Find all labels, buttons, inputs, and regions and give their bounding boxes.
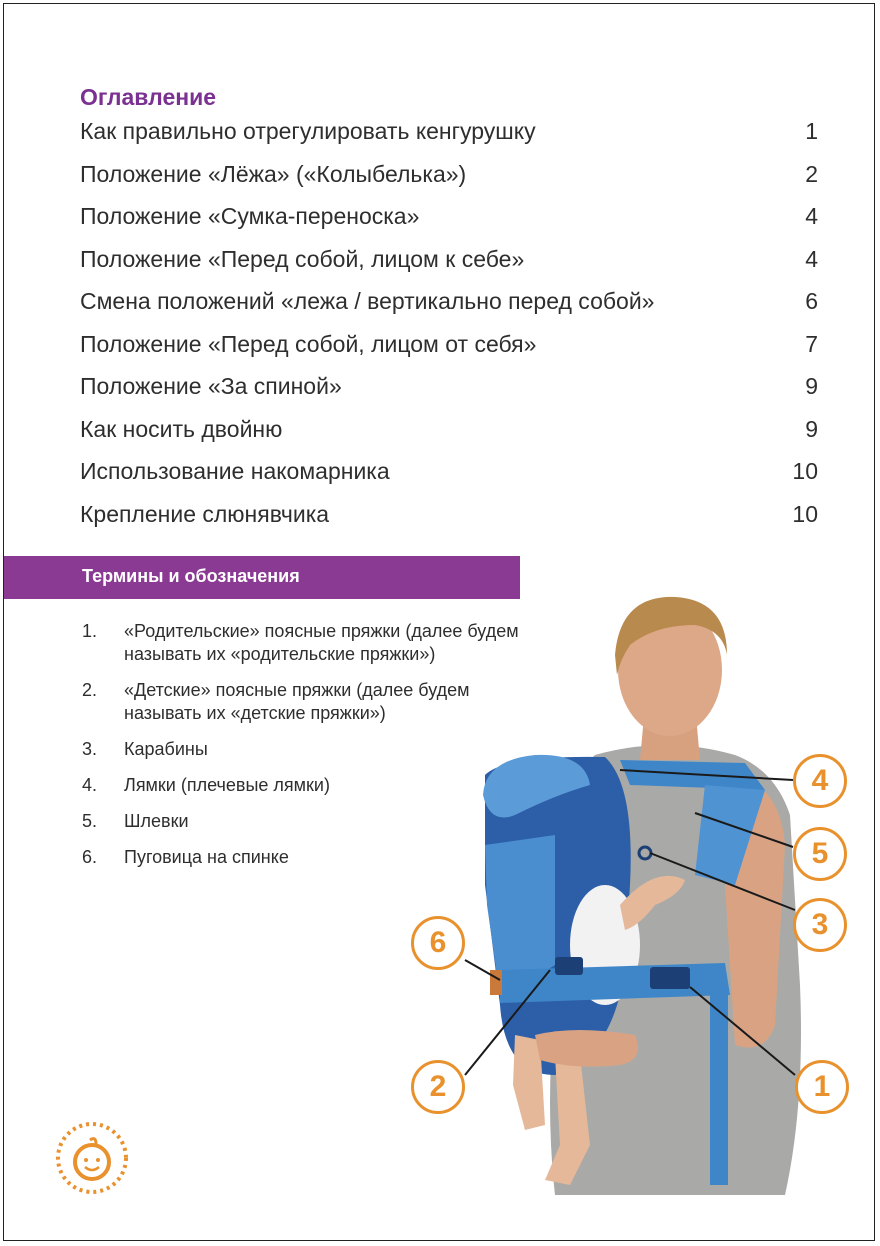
toc-page: 4 [805, 203, 818, 229]
toc-label: Положение «Лёжа» («Колыбелька») [80, 160, 467, 187]
toc-row[interactable] [80, 501, 818, 544]
term-number: 3. [82, 739, 98, 759]
toc-row[interactable] [80, 288, 818, 331]
toc-row[interactable] [80, 416, 818, 459]
toc-label: Как правильно отрегулировать кенгурушку [80, 118, 536, 144]
term-text: Шлевки [124, 811, 189, 831]
callout-5: 5 [793, 827, 847, 881]
toc-row[interactable] [80, 161, 818, 204]
toc-page: 10 [792, 458, 818, 484]
toc-label: Положение «Сумка-переноска» [80, 203, 420, 229]
toc-label: Положение «За спиной» [80, 373, 342, 399]
toc-title: Оглавление [80, 84, 217, 110]
toc-label: Использование накомарника [80, 458, 390, 484]
mother-hand [535, 1030, 638, 1067]
brand-logo-icon [52, 1118, 132, 1198]
term-text: Пуговица на спинке [124, 847, 289, 867]
term-text: «Детские» поясные пряжки (далее будем называть их «детские пряжки») [124, 680, 470, 723]
belt-tail [710, 985, 728, 1185]
toc-row[interactable] [80, 203, 818, 246]
toc-label: Положение «Перед собой, лицом к себе» [80, 245, 525, 272]
back-button [490, 970, 502, 995]
toc-page: 9 [805, 373, 818, 399]
toc-page: 1 [805, 118, 818, 144]
toc-page: 2 [805, 160, 818, 187]
toc-row[interactable] [80, 331, 818, 374]
buckle-parent [650, 967, 690, 989]
toc-row[interactable] [80, 118, 818, 161]
toc-label: Смена положений «лежа / вертикально перед собой» [80, 288, 655, 314]
callout-2: 2 [411, 1060, 465, 1114]
term-text: Карабины [124, 739, 208, 759]
term-number: 4. [82, 775, 98, 795]
toc-label: Положение «Перед собой, лицом от себя» [80, 330, 537, 357]
callout-4: 4 [793, 754, 847, 808]
callout-3: 3 [793, 898, 847, 952]
toc-row[interactable] [80, 373, 818, 416]
buckle-child [555, 957, 583, 975]
terms-title: Термины и обозначения [82, 566, 300, 586]
term-text: «Родительские» поясные пряжки (далее будем называть их «родительские пряжки») [124, 621, 519, 664]
term-text: Лямки (плечевые лямки) [124, 775, 330, 795]
toc-list [80, 118, 818, 543]
toc-label: Как носить двойню [80, 415, 283, 442]
callout-1: 1 [795, 1060, 849, 1114]
toc-row[interactable] [80, 246, 818, 289]
callout-6: 6 [411, 916, 465, 970]
term-number: 1. [82, 621, 98, 641]
term-number: 6. [82, 847, 98, 867]
carrier-photo [405, 585, 875, 1205]
toc-page: 7 [805, 330, 818, 357]
toc-page: 6 [805, 288, 818, 314]
carrier-side [485, 835, 555, 978]
toc-label: Крепление слюнявчика [80, 500, 330, 527]
toc-row[interactable] [80, 458, 818, 501]
toc-page: 9 [805, 415, 818, 442]
term-number: 5. [82, 811, 98, 831]
term-number: 2. [82, 680, 98, 700]
toc-page: 10 [792, 500, 818, 527]
toc-page: 4 [805, 245, 818, 272]
